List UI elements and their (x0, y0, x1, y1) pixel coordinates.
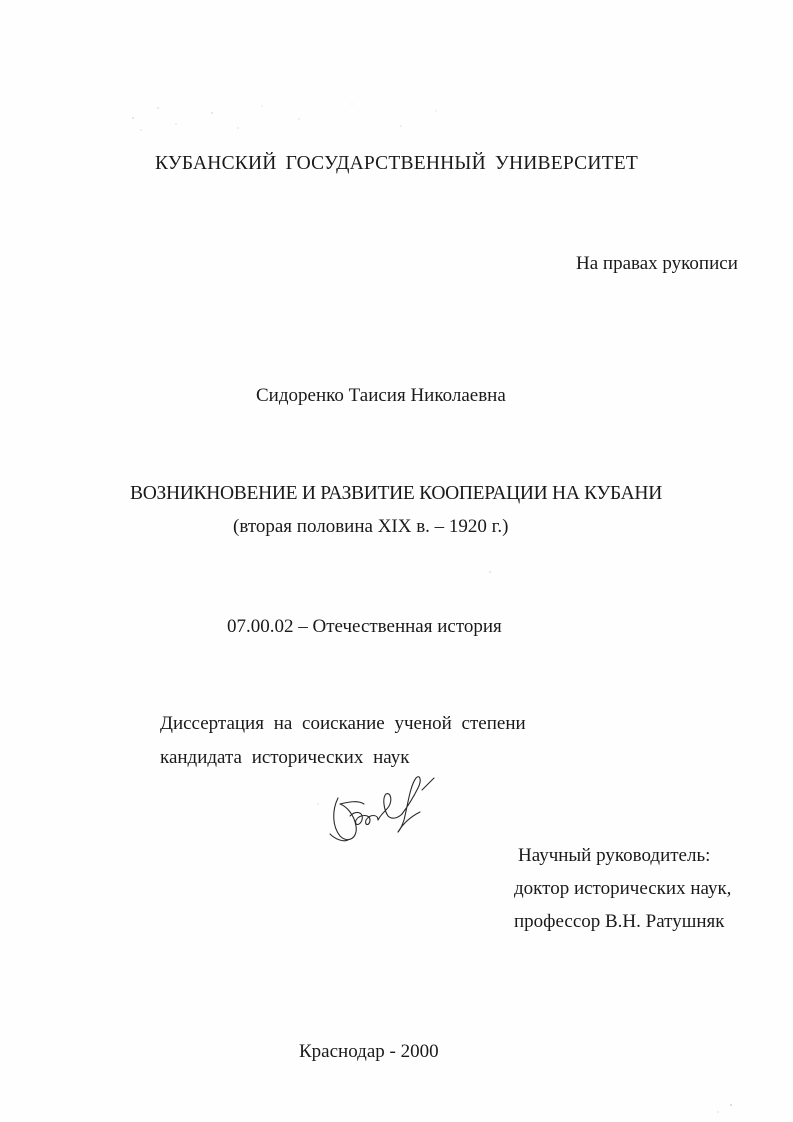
specialty-code: 07.00.02 – Отечественная история (227, 616, 502, 637)
dissertation-period: (вторая половина XIX в. – 1920 г.) (233, 516, 509, 537)
supervisor-name: профессор В.Н. Ратушняк (514, 911, 725, 932)
handwritten-signature (318, 760, 448, 850)
degree-statement-line-1: Диссертация на соискание ученой степени (160, 713, 526, 734)
author-name: Сидоренко Таисия Николаевна (256, 385, 506, 406)
university-name: КУБАНСКИЙ ГОСУДАРСТВЕННЫЙ УНИВЕРСИТЕТ (155, 153, 638, 174)
supervisor-label: Научный руководитель: (518, 845, 711, 866)
degree-statement-line-2: кандидата исторических наук (160, 747, 410, 768)
city-and-year: Краснодар - 2000 (299, 1041, 439, 1062)
supervisor-degree: доктор исторических наук, (514, 878, 732, 899)
rights-note: На правах рукописи (576, 253, 738, 274)
dissertation-title: ВОЗНИКНОВЕНИЕ И РАЗВИТИЕ КООПЕРАЦИИ НА КУБАНИ (130, 483, 662, 504)
